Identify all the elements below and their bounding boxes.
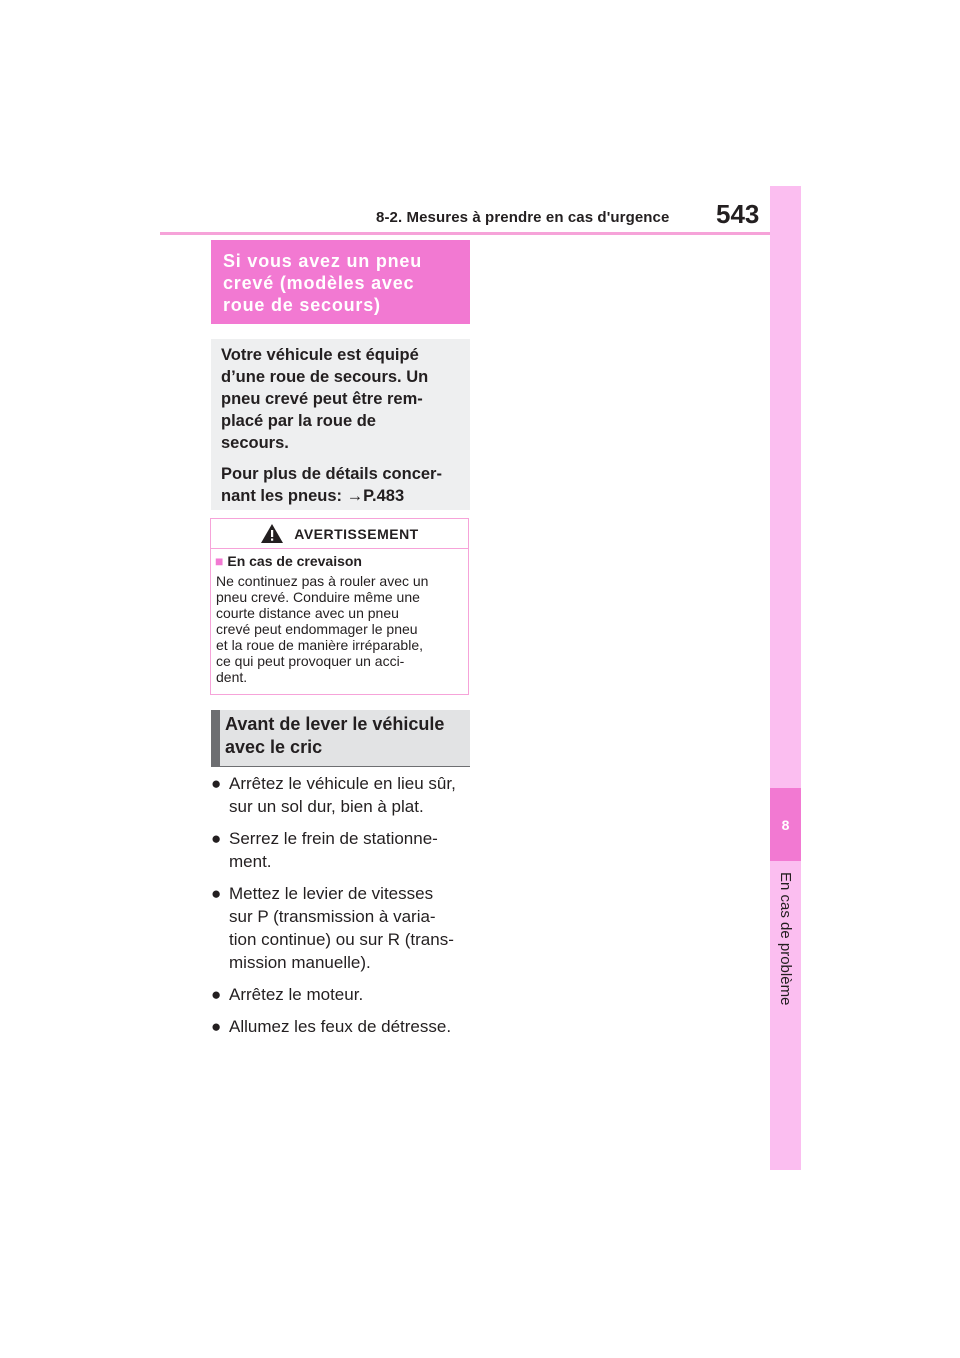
list-item-line: Arrêtez le véhicule en lieu sûr,	[229, 774, 456, 793]
section-title	[211, 240, 470, 324]
subsection-title-line: avec le cric	[225, 737, 323, 757]
info-reference	[221, 463, 462, 507]
info-line: pneu crevé peut être rem-	[221, 390, 423, 408]
info-line: Pour plus de détails concer-	[221, 465, 442, 483]
bullet-dot-icon: ●	[211, 1017, 222, 1036]
warning-triangle-icon	[260, 523, 284, 544]
info-line: d’une roue de secours. Un	[221, 368, 429, 386]
bullet-dot-icon: ●	[211, 774, 222, 793]
warning-subheading	[215, 553, 468, 569]
running-header-section: 8-2. Mesures à prendre en cas d'urgence	[376, 209, 670, 226]
chapter-label: En cas de problème	[777, 872, 794, 1006]
page-number: 543	[716, 199, 760, 229]
info-line: placé par la roue de	[221, 412, 376, 430]
warning-line: courte distance avec un pneu	[216, 605, 399, 621]
warning-text	[216, 573, 462, 685]
bullet-list	[211, 772, 471, 1047]
warning-line: crevé peut endommager le pneu	[216, 621, 418, 637]
list-item	[211, 827, 471, 873]
warning-line: ce qui peut provoquer un acci-	[216, 653, 405, 669]
warning-line: dent.	[216, 669, 248, 685]
chapter-number: 8	[770, 788, 801, 861]
list-item-line: Mettez le levier de vitesses	[229, 884, 434, 903]
warning-title: AVERTISSEMENT	[294, 525, 419, 542]
list-item-line: Arrêtez le moteur.	[229, 985, 364, 1004]
list-item-line: sur un sol dur, bien à plat.	[229, 797, 424, 816]
subsection-title	[211, 710, 470, 767]
list-item-line: Serrez le frein de stationne-	[229, 829, 438, 848]
list-item-line: ment.	[229, 852, 272, 871]
warning-box	[210, 518, 469, 695]
list-item	[211, 1015, 471, 1038]
square-bullet-icon: ■	[215, 553, 224, 569]
list-item	[211, 772, 471, 818]
page-reference-link[interactable]: P.483	[363, 487, 405, 505]
warning-line: pneu crevé. Conduire même une	[216, 589, 420, 605]
warning-line: Ne continuez pas à rouler avec un	[216, 573, 429, 589]
info-box	[211, 339, 470, 510]
arrow-right-icon: →	[346, 487, 364, 505]
list-item-line: mission manuelle).	[229, 953, 371, 972]
list-item-line: sur P (transmission à varia-	[229, 907, 436, 926]
list-item	[211, 983, 471, 1006]
section-title-line: crevé (modèles avec	[223, 273, 415, 293]
list-item-line: Allumez les feux de détresse.	[229, 1017, 452, 1036]
bullet-dot-icon: ●	[211, 829, 222, 848]
chapter-side-tab	[770, 186, 801, 1170]
section-title-line: roue de secours)	[223, 295, 381, 315]
subsection-title-line: Avant de lever le véhicule	[225, 714, 445, 734]
info-line: secours.	[221, 434, 289, 452]
info-line: nant les pneus:	[221, 487, 343, 505]
header-rule	[160, 232, 770, 235]
bullet-dot-icon: ●	[211, 884, 222, 903]
warning-line: et la roue de manière irréparable,	[216, 637, 424, 653]
info-line: Votre véhicule est équipé	[221, 346, 419, 364]
warning-subheading-text: En cas de crevaison	[227, 553, 362, 569]
bullet-dot-icon: ●	[211, 985, 222, 1004]
list-item-line: tion continue) ou sur R (trans-	[229, 930, 454, 949]
list-item	[211, 882, 471, 974]
info-paragraph	[221, 344, 462, 454]
warning-header	[211, 519, 468, 549]
section-title-line: Si vous avez un pneu	[223, 251, 423, 271]
